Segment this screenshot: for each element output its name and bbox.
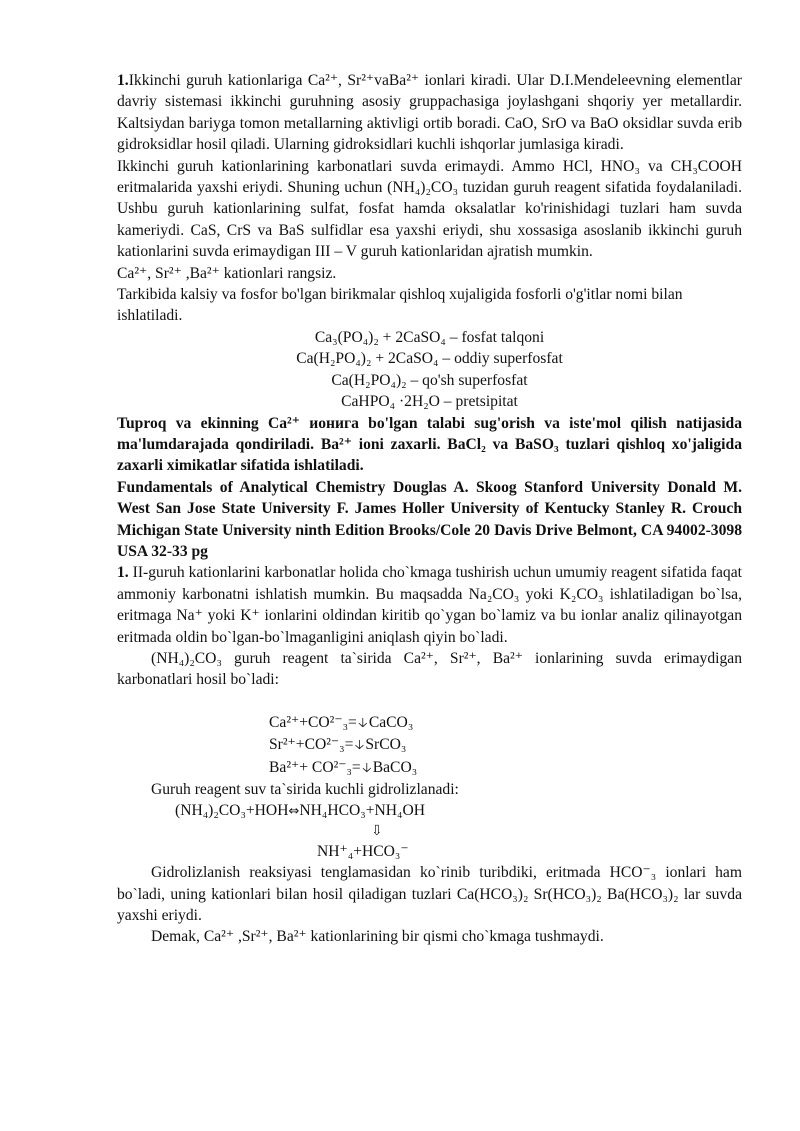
conclusion-paragraph: Demak, Ca²⁺ ,Sr²⁺, Ba²⁺ kationlarining bir qismi cho`kmaga tushmaydi. [151,928,604,946]
intro-text: Ikkinchi guruh kationlariga Ca²⁺, Sr²⁺vaBa²⁺ ionlari kiradi. Ular D.I.Mendeleevning elementlar davriy sistemasi ikkinchi guruhning asosiy gruppachasiga joylashgani shqoriy yer metallardir. Kaltsiydan bariyga tomon metallarning aktivligi ortib boradi. CaO, SrO va BaO oksidlar suvda erib gidroksidlar hosil qiladi. Ularning gidroksidlari kuchli ishqorlar jumlasiga kiradi. [117,72,742,154]
hydrolysis-product: NH⁺₄+HCO₃⁻ [317,842,409,860]
down-double-arrow-icon: ⇩ [371,823,383,839]
equation-right: BaCO₃ [372,758,418,776]
hydrolysis-left: (NH₄)₂CO₃+HOH [175,802,289,820]
section-number: 1. [117,564,129,582]
spacer [117,691,742,712]
precipitation-text: II-guruh kationlarini karbonatlar holida cho`kmaga tushirish uchun umumiy reagent sifatida faqat ammoniy karbonatni ishlatish mumkin. Bu maqsadda Na₂CO₃ yoki K₂CO₃ ishlatiladigan bo`lsa, eritmaga Na⁺ yoki K⁺ ionlarini oldindan kiritib qo`ygan bo`lamiz va bu ionlar analiz qilinayotgan eritmada oldin bo`lgan-bo`lmaganligini aniqlash qiyin bo`ladi. [117,564,742,646]
equation-calcium [117,712,742,734]
calcium-barium-note: Tuproq va ekinning Ca²⁺ ионига bo'lgan talabi sug'orish va iste'mol qilish natijasida ma'lumdarajada qondiriladi. Ba²⁺ ioni zaxarli. BaCl₂ va BaSO₃ tuzlari qishloq xo'jaligida zaxarli ximikatlar sifatida ishlatiladi. [117,414,742,475]
equation-left: Sr²⁺+CO²⁻₃= [269,736,354,754]
fertilizer-line: CaHPO₄ ·2H₂O – pretsipitat [341,393,518,411]
precipitate-arrow-icon: 🡣 [354,738,365,754]
equation-strontium [117,734,742,756]
hydrolysis-right: NH₄HCO₃+NH₄OH [299,802,425,820]
fertilizer-line: Ca(H₂PO₄)₂ – qo'sh superfosfat [331,371,528,389]
fertilizer-line: Ca₃(PO₄)₂ + 2CaSO₄ – fosfat talqoni [314,328,545,346]
fertilizer-line: Ca(H₂PO₄)₂ + 2CaSO₄ – oddiy superfosfat [296,350,563,368]
hydrolysis-intro: Guruh reagent suv ta`sirida kuchli gidrolizlanadi: [151,781,459,798]
document-page [117,70,742,948]
precipitate-arrow-icon: 🡣 [362,760,372,776]
equation-left: Ca²⁺+CO²⁻₃= [269,713,357,731]
equilibrium-arrow-icon: ⇔ [288,804,300,820]
section-number: 1. [117,72,129,89]
equation-right: SrCO₃ [365,736,407,754]
equation-barium [117,757,742,779]
equation-left: Ba²⁺+ CO²⁻₃= [269,758,361,776]
reagent-paragraph: (NH₄)₂CO₃ guruh reagent ta`sirida Ca²⁺, Sr²⁺, Ba²⁺ ionlarining suvda erimaydigan karbonatlari hosil bo`ladi: [117,649,742,689]
reference-citation: Fundamentals of Analytical Chemistry Douglas A. Skoog Stanford University Donald M. West San Jose State University F. James Holler University of Kentucky Stanley R. Crouch Michigan State University ninth Edition Brooks/Cole 20 Davis Drive Belmont, CA 94002-3098 USA 32-33 pg [117,478,742,560]
colorless-note: Ca²⁺, Sr²⁺ ,Ba²⁺ kationlari rangsiz. [117,264,337,282]
fertilizer-intro: Tarkibida kalsiy va fosfor bo'lgan birikmalar qishloq xujaligida fosforli o'g'itlar nomi bilan ishlatiladi. [117,286,683,325]
precipitation-paragraph [117,562,742,648]
intro-paragraph [117,70,742,156]
equation-right: CaCO₃ [368,713,414,731]
carbonate-paragraph: Ikkinchi guruh kationlarining karbonatlari suvda erimaydi. Ammo HCl, HNO₃ va CH₃COOH eritmalarida yaxshi eriydi. Shuning uchun (NH₄)₂CO₃ tuzidan guruh reagent sifatida foydalaniladi. Ushbu guruh kationlarining sulfat, fosfat hamda oksalatlar ko'rinishidagi tuzlari ham suvda kameriydi. CaS, CrS va BaS sulfidlar esa yaxshi eriydi, shu xossasiga asoslanib ikkinchi guruh kationlarini suvda erimaydigan III – V guruh kationlaridan ajratish mumkin. [117,157,742,261]
hydrolysis-equation [117,800,742,822]
hydrolysis-paragraph: Gidrolizlanish reaksiyasi tenglamasidan ko`rinib turibdiki, eritmada HCO⁻₃ ionlari ham bo`ladi, uning kationlari bilan hosil qiladigan tuzlari Ca(HCO₃)₂ Sr(HCO₃)₂ Ba(HCO₃)₂ lar suvda yaxshi eriydi. [117,864,742,925]
precipitate-arrow-icon: 🡣 [358,715,368,731]
